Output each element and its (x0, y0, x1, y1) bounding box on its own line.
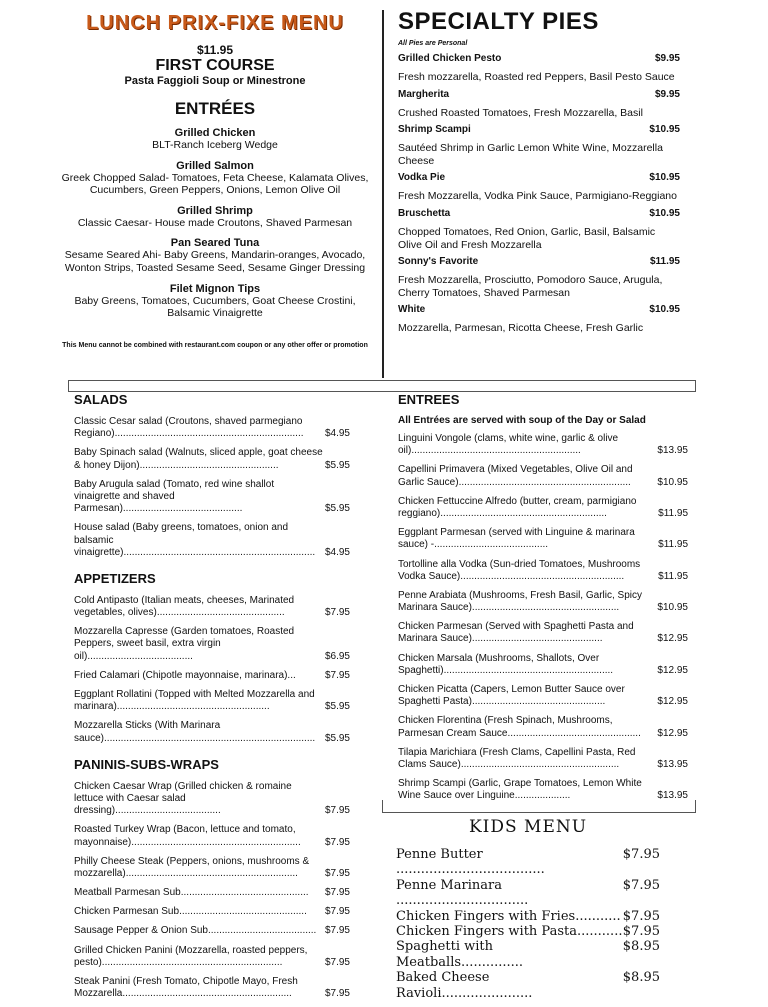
menu-item (74, 906, 350, 918)
item-text: Capellini Primavera (Mixed Vegetables, Olive Oil and Garlic Sauce) (398, 464, 633, 488)
kids-item-name: Baked Cheese Ravioli (396, 970, 490, 1001)
item-dots: ......................................................... (460, 758, 620, 770)
item-price: $4.95 (324, 546, 350, 558)
pie-item (398, 89, 680, 120)
item-text: Philly Cheese Steak (Peppers, onions, mushrooms & mozzarella) (74, 855, 310, 879)
item-text: Tilapia Marichiara (Fresh Clams, Capellini Pasta, Red Clams Sauce) (398, 746, 636, 770)
kids-item-dots: ...................... (441, 985, 533, 1001)
specialty-note: All Pies are Personal (398, 40, 468, 47)
menu-item (398, 433, 688, 457)
lunch-title: LUNCH PRIX-FIXE MENU (86, 12, 344, 34)
item-text: Chicken Parmesan (Served with Spaghetti Pasta and Marinara Sauce) (398, 621, 634, 645)
menu-item (398, 464, 688, 488)
item-dots: .............................................. (179, 906, 307, 918)
item-dots: ....................................................... (116, 701, 270, 713)
pie-item (398, 124, 680, 167)
item-price: $7.95 (324, 867, 350, 879)
item-text: Steak Panini (Fresh Tomato, Chipotle Mayo, Fresh Mozzarella (74, 976, 298, 1000)
lunch-item-name: Grilled Chicken (174, 127, 256, 139)
pie-price: $9.95 (654, 53, 680, 64)
item-text: Mozzarella Capresse (Garden tomatoes, Roasted Peppers, sweet basil, extra virgin oil) (74, 626, 295, 662)
item-price: $7.95 (324, 887, 350, 899)
pie-item (398, 53, 680, 84)
appetizers-heading: APPETIZERS (74, 570, 156, 586)
menu-item (398, 684, 688, 708)
pie-item (398, 304, 680, 335)
specialty-title: SPECIALTY PIES (398, 8, 599, 35)
menu-item (74, 856, 350, 880)
item-price: $5.95 (324, 732, 350, 744)
menu-item (74, 887, 350, 899)
kids-item-price: $7.95 (622, 847, 660, 862)
lunch-item-desc: Greek Chopped Salad- Tomatoes, Feta Cheese, Kalamata Olives, Cucumbers, Green Peppers, Onions, Lemon Olive Oil (61, 171, 369, 197)
item-dots: ........................................... (122, 503, 243, 515)
menu-item (74, 522, 350, 559)
lunch-item (60, 237, 370, 274)
menu-item (74, 447, 350, 471)
item-dots: .................... (514, 790, 571, 802)
item-text: Shrimp Scampi (Garlic, Grape Tomatoes, Lemon White Wine Sauce over Linguine (398, 778, 642, 802)
item-price: $13.95 (657, 445, 688, 457)
item-price: $7.95 (324, 925, 350, 937)
pie-desc: Fresh Mozzarella, Vodka Pink Sauce, Parmigiano-Reggiano (398, 190, 677, 203)
item-text: Chicken Marsala (Mushrooms, Shallots, Over Spaghetti) (398, 652, 600, 676)
item-text: Grilled Chicken Panini (Mozzarella, roasted peppers, pesto) (74, 944, 308, 968)
item-price: $7.95 (324, 836, 350, 848)
menu-item (74, 626, 350, 663)
pie-price: $10.95 (649, 304, 680, 316)
item-text: Meatball Parmesan Sub (74, 887, 181, 899)
kids-item-dots: ................................ (396, 893, 529, 909)
item-text: Penne Arabiata (Mushrooms, Fresh Basil, Garlic, Spicy Marinara Sauce) (398, 589, 642, 614)
kids-menu-title: KIDS MENU (468, 817, 588, 837)
lunch-item-desc: Classic Caesar- House made Croutons, Shaved Parmesan (77, 216, 353, 229)
menu-item (398, 527, 688, 551)
kids-item-name: Penne Marinara (396, 877, 502, 893)
menu-item (74, 824, 350, 848)
menu-item (398, 590, 688, 614)
kids-item-dots: ........... (575, 908, 621, 924)
item-dots: .............................................. (156, 607, 285, 619)
item-price: $4.95 (324, 428, 350, 440)
menu-item (74, 416, 350, 440)
pie-name: Margherita (398, 88, 450, 100)
lunch-item-name: Grilled Shrimp (177, 204, 253, 217)
item-dots: .............................................................. (125, 867, 298, 879)
lunch-item-name: Pan Seared Tuna (170, 237, 260, 250)
lunch-prix-fixe-section (60, 12, 370, 350)
specialty-pies-section (398, 8, 680, 340)
kids-item (396, 909, 660, 924)
item-text: Eggplant Rollatini (Topped with Melted Mozzarella and marinara) (74, 689, 315, 713)
item-dots: ............................................... (471, 633, 603, 645)
item-price: $12.95 (657, 696, 688, 708)
menu-item (398, 559, 688, 583)
entrees-subnote: All Entrées are served with soup of the Day or Salad (398, 415, 646, 426)
menu-item (74, 720, 350, 744)
kids-item-dots: .................................... (396, 862, 545, 878)
item-text: Baby Arugula salad (Tomato, red wine shallot vinaigrette and shaved Parmesan) (74, 478, 275, 515)
first-course-heading: FIRST COURSE (155, 57, 275, 74)
kids-item-name: Chicken Fingers with Pasta (396, 924, 577, 940)
lunch-price: $11.95 (196, 43, 234, 57)
lunch-item-desc: Sesame Seared Ahi- Baby Greens, Mandarin-oranges, Avocado, Wonton Strips, Toasted Sesame Seed, Sesame Ginger Dressing (64, 249, 366, 274)
item-text: Eggplant Parmesan (served with Linguine & marinara sauce) - (398, 527, 635, 551)
item-dots: ............................................................. (122, 988, 292, 1000)
menu-item (398, 778, 688, 802)
item-dots: .................................................. (139, 459, 279, 471)
pie-name: Grilled Chicken Pesto (398, 53, 502, 64)
menu-item (398, 715, 688, 739)
item-dots: ......................................... (434, 539, 549, 551)
pie-desc: Sautéed Shrimp in Garlic Lemon White Wine, Mozzarella Cheese (398, 142, 663, 167)
kids-item-name: Spaghetti with Meatballs (396, 939, 493, 970)
lunch-notice: This Menu cannot be combined with restaurant.com coupon or any other offer or promotion (62, 341, 368, 349)
item-price: $13.95 (657, 790, 688, 802)
menu-item (398, 653, 688, 677)
item-dots: ..................................................................... (123, 546, 316, 558)
pie-price: $10.95 (649, 172, 680, 184)
kids-item (396, 847, 660, 878)
item-text: Cold Antipasto (Italian meats, cheeses, Marinated vegetables, olives) (74, 594, 295, 619)
menu-item (74, 670, 350, 682)
item-text: Baby Spinach salad (Walnuts, sliced apple, goat cheese & honey Dijon) (74, 447, 323, 471)
pie-price: $9.95 (654, 88, 680, 100)
item-text: Mozzarella Sticks (With Marinara sauce) (74, 720, 221, 744)
kids-item-price: $8.95 (622, 970, 660, 986)
item-dots: ...................................... (115, 805, 221, 817)
item-price: $5.95 (324, 701, 350, 713)
menu-item (74, 976, 350, 1000)
item-text: Tortolline alla Vodka (Sun-dried Tomatoes, Mushrooms Vodka Sauce) (398, 558, 641, 582)
lunch-item-desc: BLT-Ranch Iceberg Wedge (152, 139, 278, 151)
item-price: $7.95 (324, 669, 350, 681)
item-text: Roasted Turkey Wrap (Bacon, lettuce and tomato, mayonnaise) (74, 824, 296, 848)
salads-heading: SALADS (74, 392, 128, 407)
pie-desc: Fresh Mozzarella, Prosciutto, Pomodoro Sauce, Arugula, Cherry Tomatoes, Shaved Parmesan (398, 274, 663, 299)
pie-item (398, 172, 680, 203)
lunch-entrees-heading: ENTRÉES (174, 99, 256, 118)
lunch-item (60, 160, 370, 197)
pie-price: $10.95 (649, 207, 680, 219)
menu-item (74, 689, 350, 713)
menu-item (398, 621, 688, 645)
left-menu-column (74, 392, 350, 1007)
pie-price: $11.95 (649, 256, 680, 268)
pie-price: $10.95 (649, 124, 680, 136)
menu-item (74, 925, 350, 937)
item-dots: .............................................................. (458, 476, 631, 488)
kids-item (396, 924, 660, 939)
item-dots: ............................................................ (440, 507, 607, 519)
item-dots: ................................................................. (101, 956, 283, 968)
kids-item-dots: ............... (461, 954, 524, 970)
lunch-item (60, 205, 370, 230)
pie-desc: Crushed Roasted Tomatoes, Fresh Mozzarella, Basil (398, 106, 643, 119)
kids-item-price: $7.95 (622, 877, 660, 893)
item-dots: ....................................... (207, 925, 317, 937)
menu-item (398, 496, 688, 520)
lunch-item (60, 283, 370, 320)
item-dots: ............................................................. (131, 836, 301, 848)
item-text: Chicken Fettuccine Alfredo (butter, cream, parmigiano reggiano) (398, 495, 637, 519)
pie-desc: Mozzarella, Parmesan, Ricotta Cheese, Fresh Garlic (398, 322, 644, 335)
item-dots: .................................................................... (114, 428, 304, 440)
kids-item-name: Penne Butter (396, 847, 483, 862)
kids-item (396, 878, 660, 909)
kids-item-name: Chicken Fingers with Fries (396, 908, 576, 924)
item-price: $7.95 (324, 805, 350, 817)
item-price: $5.95 (324, 459, 350, 471)
item-price: $12.95 (657, 633, 688, 645)
kids-item-price: $7.95 (622, 908, 660, 924)
item-price: $7.95 (324, 906, 350, 918)
item-price: $6.95 (324, 650, 350, 662)
mid-separator-box (68, 380, 696, 392)
entrees-heading: ENTREES (398, 392, 460, 407)
item-dots: ................................................ (471, 696, 606, 708)
lunch-item-name: Filet Mignon Tips (169, 282, 261, 295)
menu-item (398, 747, 688, 771)
menu-item (74, 781, 350, 818)
menu-item (74, 945, 350, 969)
entrees-section (398, 392, 688, 810)
pie-desc: Chopped Tomatoes, Red Onion, Garlic, Basil, Balsamic Olive Oil and Fresh Mozzarella (398, 225, 656, 251)
item-text: Chicken Caesar Wrap (Grilled chicken & romaine lettuce with Caesar salad dressing) (74, 780, 292, 817)
kids-item (396, 970, 660, 1001)
item-dots: ..................................................... (471, 602, 620, 614)
item-dots: ................................................ (507, 727, 641, 739)
lunch-item-desc: Baby Greens, Tomatoes, Cucumbers, Goat Cheese Crostini, Balsamic Vinaigrette (74, 294, 356, 320)
item-price: $12.95 (657, 727, 688, 739)
kids-item-price: $8.95 (622, 939, 660, 955)
column-divider (382, 10, 384, 378)
item-price: $11.95 (658, 570, 688, 582)
kids-item-dots: ........... (577, 924, 623, 940)
paninis-heading: PANINIS-SUBS-WRAPS (74, 756, 219, 772)
item-price: $5.95 (324, 503, 350, 515)
item-text: Chicken Parmesan Sub (74, 906, 180, 918)
item-text: Chicken Picatta (Capers, Lemon Butter Sauce over Spaghetti Pasta) (398, 684, 625, 708)
lunch-item-name: Grilled Salmon (176, 159, 254, 172)
item-price: $11.95 (658, 539, 688, 551)
kids-menu-section (396, 817, 660, 1001)
item-price: $10.95 (657, 602, 688, 614)
pie-name: Vodka Pie (398, 172, 446, 184)
item-dots: ............................................................. (443, 664, 614, 676)
pie-item (398, 256, 680, 299)
item-price: $7.95 (324, 988, 350, 1000)
lunch-item (60, 127, 370, 152)
kids-item (396, 939, 660, 970)
item-dots: ... (287, 669, 296, 681)
pie-item (398, 208, 680, 251)
item-price: $7.95 (324, 607, 350, 619)
item-text: Chicken Florentina (Fresh Spinach, Mushrooms, Parmesan Cream Sauce (398, 715, 613, 739)
kids-item-price: $7.95 (622, 924, 660, 940)
item-price: $10.95 (657, 476, 688, 488)
item-price: $11.95 (658, 507, 688, 519)
pie-name: Sonny's Favorite (398, 256, 479, 268)
pie-desc: Fresh mozzarella, Roasted red Peppers, Basil Pesto Sauce (398, 71, 675, 83)
item-dots: .............................................. (180, 887, 309, 899)
pie-name: White (398, 304, 426, 316)
item-price: $12.95 (657, 664, 688, 676)
item-text: House salad (Baby greens, tomatoes, onion and balsamic vinaigrette) (74, 522, 289, 558)
item-price: $7.95 (324, 956, 350, 968)
item-text: Sausage Pepper & Onion Sub (74, 925, 208, 937)
item-text: Fried Calamari (Chipotle mayonnaise, marinara) (74, 669, 288, 681)
item-text: Classic Cesar salad (Croutons, shaved parmegiano Regiano) (74, 416, 303, 440)
menu-item (74, 595, 350, 619)
item-text: Linguini Vongole (clams, white wine, garlic & olive oil) (398, 433, 619, 457)
pie-name: Shrimp Scampi (398, 124, 471, 136)
item-dots: ............................................................. (411, 445, 581, 457)
first-course-desc: Pasta Faggioli Soup or Minestrone (124, 75, 306, 87)
item-price: $13.95 (657, 758, 688, 770)
item-dots: ........................................................... (460, 570, 625, 582)
menu-item (74, 479, 350, 516)
item-dots: ............................................................................ (104, 732, 316, 744)
item-dots: ...................................... (87, 650, 193, 662)
pie-name: Bruschetta (398, 207, 451, 219)
